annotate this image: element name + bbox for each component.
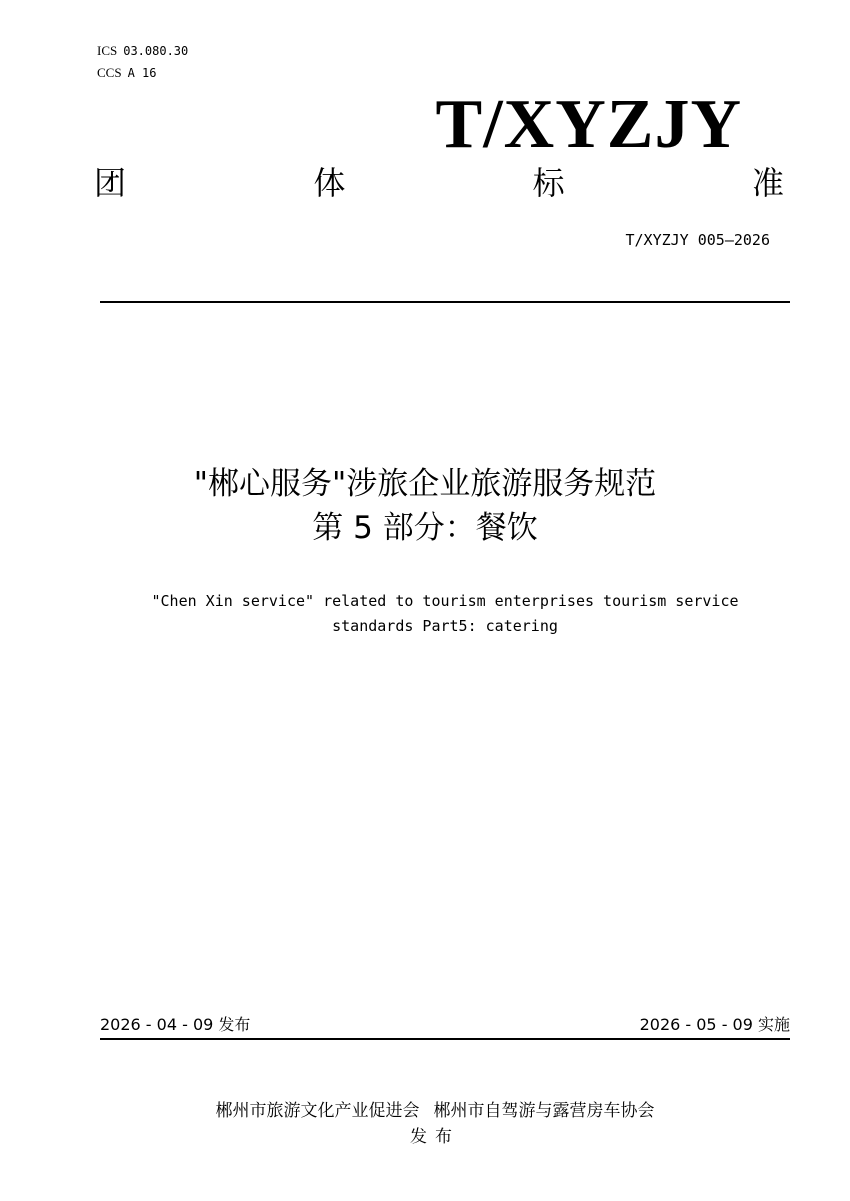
issuer-org-2: 郴州市自驾游与露营房车协会 [433, 1101, 655, 1121]
standard-type-char: 准 [751, 164, 784, 202]
issue-date: 2026 - 04 - 09 发布 [100, 1015, 251, 1034]
publish-label: 发布 [410, 1127, 460, 1147]
ics-label: ICS [97, 43, 118, 58]
organization-code: T/XYZJY [435, 86, 742, 163]
standard-type [94, 160, 784, 206]
english-title-line1: "Chen Xin service" related to tourism enterprises tourism service [151, 592, 739, 610]
ccs-code: A 16 [127, 66, 157, 80]
chinese-title-line1: "郴心服务"涉旅企业旅游服务规范 [193, 466, 657, 502]
issuer-org-1: 郴州市旅游文化产业促进会 [215, 1101, 420, 1121]
english-title-line2: standards Part5: catering [332, 617, 558, 635]
standard-type-char: 标 [532, 164, 565, 202]
top-divider [100, 301, 790, 303]
chinese-title-line2: 第 5 部分：餐饮 [312, 510, 538, 546]
standard-number: T/XYZJY 005—2026 [625, 231, 770, 249]
ccs-label: CCS [97, 65, 122, 80]
ics-classification [97, 42, 188, 60]
bottom-divider [100, 1038, 790, 1040]
standard-type-char: 团 [94, 164, 127, 202]
implementation-date: 2026 - 05 - 09 实施 [639, 1015, 790, 1034]
chinese-title [0, 462, 850, 550]
standard-type-char: 体 [313, 164, 346, 202]
english-title [0, 589, 850, 639]
issuing-organizations [0, 1098, 850, 1124]
ccs-classification [97, 64, 156, 82]
ics-code: 03.080.30 [123, 44, 189, 58]
